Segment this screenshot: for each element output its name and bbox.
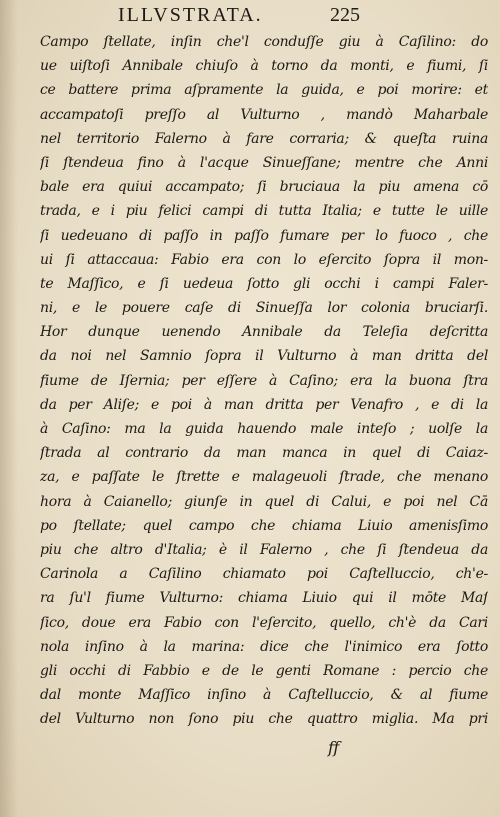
running-head-title: ILLVSTRATA. xyxy=(118,4,263,26)
text-line: fiume de Iſernia; per eſſere à Caſino; era la buona ſtra xyxy=(40,372,488,389)
text-line: te Maſſico, e ſi uedeua ſotto gli occhi i campi Faler- xyxy=(40,275,488,292)
text-line: ue uiſtoſi Annibale chiuſo à torno da monti, e fiumi, ſi xyxy=(40,58,488,75)
text-line: Carinola a Caſilino chiamato poi Caſtelluccio, ch'e- xyxy=(40,566,488,583)
text-line: hora à Caianello; giunſe in quel di Calui, e poi nel Cā xyxy=(40,493,488,510)
body-text xyxy=(40,30,488,731)
text-line: Hor dunque uenendo Annibale da Teleſia deſcritta xyxy=(40,324,488,341)
text-line: trada, e i piu felici campi di tutta Italia; e tutte le uille xyxy=(40,203,488,220)
text-line: nola inſino à la marina: dice che l'inimico era ſotto xyxy=(40,638,488,655)
text-line: ce battere prima aſpramente la guida, e poi morire: et xyxy=(40,82,488,99)
text-line: del Vulturno non ſono piu che quattro miglia. Ma pri xyxy=(40,711,488,728)
text-line: bale era quiui accampato; ſi bruciaua la piu amena cō xyxy=(40,179,488,196)
text-line: accampatoſi preſſo al Vulturno , mandò Maharbale xyxy=(40,106,488,123)
text-line: za, e paſſate le ſtrette e malageuoli ſtrade, che menano xyxy=(40,469,488,486)
text-line: ſi ſtendeua fino à l'acque Sinueſſane; mentre che Anni xyxy=(40,154,488,171)
text-line: po ſtellate; quel campo che chiama Liuio amenisſimo xyxy=(40,517,488,534)
text-line: ui ſi attaccaua: Fabio era con lo eſercito ſopra il mon- xyxy=(40,251,488,268)
page-gutter-shadow xyxy=(0,0,18,817)
text-line: ni, e le pouere caſe di Sinueſſa lor colonia bruciarſi. xyxy=(40,300,488,317)
text-line: gli occhi di Fabbio e de le genti Romane : percio che xyxy=(40,662,488,679)
text-line: ſico, doue era Fabio con l'eſercito, quello, ch'è da Cari xyxy=(40,614,488,631)
text-line: dal monte Maſſico inſino à Caſtelluccio, & al fiume xyxy=(40,687,488,704)
text-line: ſi uedeuano di paſſo in paſſo fumare per lo fuoco , che xyxy=(40,227,488,244)
text-line: nel territorio Falerno à fare corraria; & queſta ruina xyxy=(40,130,488,147)
page-number: 225 xyxy=(330,4,360,26)
text-line: à Caſino: ma la guida hauendo male inteſo ; uolſe la xyxy=(40,421,488,437)
text-line: Campo ſtellate, inſin che'l conduſſe giu à Caſilino: do xyxy=(40,34,488,50)
text-line: piu che altro d'Italia; è il Falerno , che ſi ſtendeua da xyxy=(40,541,488,558)
text-line: da per Aliſe; e poi à man dritta per Venafro , e di la xyxy=(40,396,488,413)
text-line: ſtrada al contrario da man manca in quel di Caiaz- xyxy=(40,445,488,462)
text-line: da noi nel Samnio ſopra il Vulturno à man dritta del xyxy=(40,348,488,365)
running-head xyxy=(0,4,500,28)
catchword: ff xyxy=(328,738,340,757)
text-line: ra ſu'l fiume Vulturno: chiama Liuio qui il mōte Maſ xyxy=(40,590,488,607)
